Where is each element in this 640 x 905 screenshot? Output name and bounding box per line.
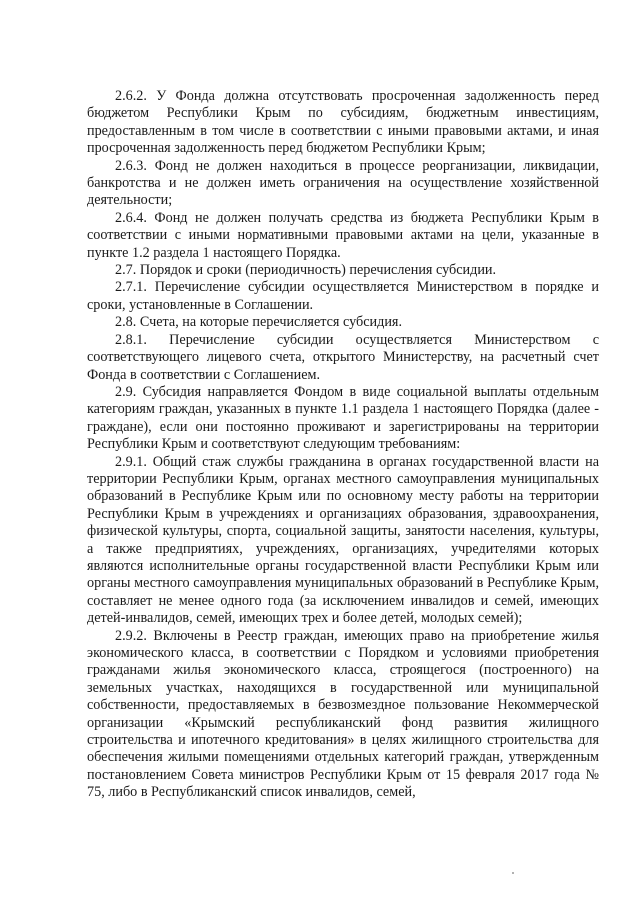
scan-speck <box>512 872 514 874</box>
paragraph-2-7-1: 2.7.1. Перечисление субсидии осуществляется Министерством в порядке и сроки, установленные в Соглашении. <box>87 279 599 313</box>
paragraph-2-7: 2.7. Порядок и сроки (периодичность) перечисления субсидии. <box>115 262 497 279</box>
paragraph-2-6-3: 2.6.3. Фонд не должен находиться в процессе реорганизации, ликвидации, банкротства и не должен иметь ограничения на осуществление хозяйственной деятельности; <box>87 157 599 209</box>
paragraph-2-8-1: 2.8.1. Перечисление субсидии осуществляется Министерством с соответствующего лицевого счета, открытого Министерству, на расчетный счет Фонда в соответствии с Соглашением. <box>87 331 599 383</box>
paragraph-2-6-4: 2.6.4. Фонд не должен получать средства из бюджета Республики Крым в соответствии с иными нормативными правовыми актами на цели, указанные в пункте 1.2 раздела 1 настоящего Порядка. <box>87 209 599 261</box>
paragraph-2-6-2: 2.6.2. У Фонда должна отсутствовать просроченная задолженность перед бюджетом Республики Крым по субсидиям, бюджетным инвестициям, предоставленным в том числе в соответствии с иными правовыми актами, и иная просроченная задолженность перед бюджетом Республики Крым; <box>87 88 599 157</box>
paragraph-2-8: 2.8. Счета, на которые перечисляется субсидия. <box>115 314 402 331</box>
paragraph-2-9-1: 2.9.1. Общий стаж службы гражданина в органах государственной власти на территории Республики Крым, органах местного самоуправления муниципальных образований в Республике Крым или по основному месту работы на территории Республики Крым в учреждениях и организациях образования, здравоохранения, физической культуры, спорта, социальной защиты, занятости населения, культуры, а также предприятиях, учреждениях, организациях, учредителями которых являются исполнительные органы государственной власти Республики Крым или органы местного самоуправления муниципальных образований в Республике Крым, составляет не менее одного года (за исключением инвалидов и семей, имеющих детей-инвалидов, семей, имеющих трех и более детей, молодых семей); <box>87 453 599 627</box>
paragraph-2-9-2: 2.9.2. Включены в Реестр граждан, имеющих право на приобретение жилья экономического класса, в соответствии с Порядком и условиями приобретения гражданами жилья экономического класса, строящегося (построенного) на земельных участках, находящихся в государственной или муниципальной собственности, предоставляемых в безвозмездное пользование Некоммерческой организации «Крымский республиканский фонд развития жилищного строительства и ипотечного кредитования» в целях жилищного строительства для обеспечения жилыми помещениями отдельных категорий граждан, утвержденным постановлением Совета министров Республики Крым от 15 февраля 2017 года № 75, либо в Республиканский список инвалидов, семей, <box>87 627 599 801</box>
document-body <box>87 88 599 802</box>
paragraph-2-9: 2.9. Субсидия направляется Фондом в виде социальной выплаты отдельным категориям граждан, указанных в пункте 1.1 раздела 1 настоящего Порядка (далее - граждане), если они постоянно проживают и зарегистрированы на территории Республики Крым и соответствуют следующим требованиям: <box>87 383 599 453</box>
